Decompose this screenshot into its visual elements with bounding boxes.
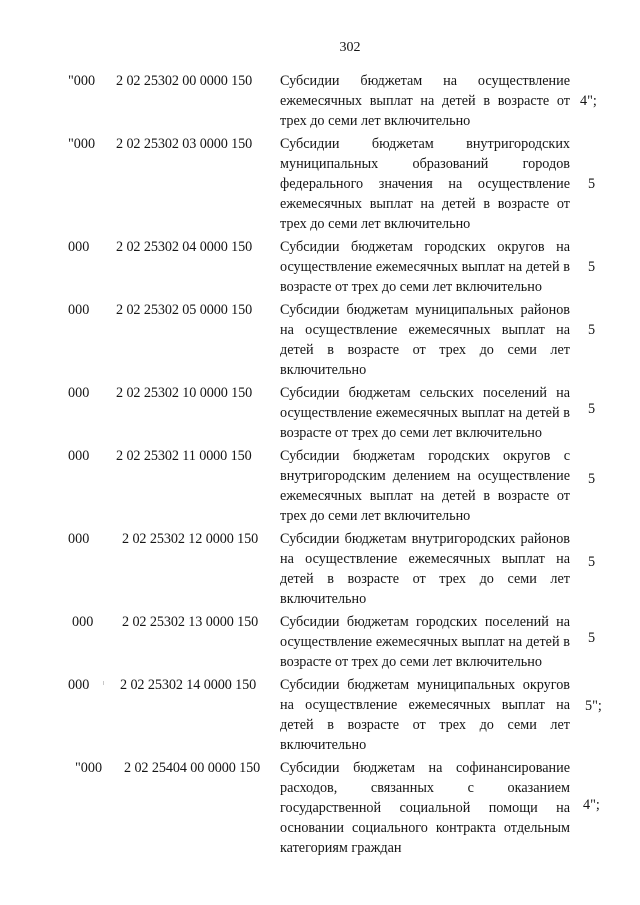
- row-kbk: 2 02 25404 00 0000 150: [124, 760, 261, 776]
- table-row: [0, 755, 640, 858]
- row-name: Субсидии бюджетам городских округов на осуществление ежемесячных выплат на детей в возрасте от трех до семи лет включительно: [280, 239, 570, 295]
- row-level: 5: [588, 401, 596, 417]
- row-code: 000: [68, 531, 90, 547]
- row-code: "000: [68, 136, 96, 152]
- row-code: 000: [68, 239, 90, 255]
- row-kbk: 2 02 25302 05 0000 150: [116, 302, 253, 318]
- row-name: Субсидии бюджетам муниципальных районов на осуществление ежемесячных выплат на детей в возрасте от трех до семи лет включительно: [280, 302, 570, 378]
- row-level: 5: [588, 322, 596, 338]
- row-name: Субсидии бюджетам муниципальных округов на осуществление ежемесячных выплат на детей в возрасте от трех до семи лет включительно: [280, 677, 570, 753]
- row-level: 4";: [580, 93, 597, 109]
- row-name: Субсидии бюджетам сельских поселений на осуществление ежемесячных выплат на детей в возрасте от трех до семи лет включительно: [280, 385, 570, 441]
- row-code: 000: [68, 385, 90, 401]
- row-code: 000: [72, 614, 94, 630]
- table-row: [0, 443, 640, 526]
- page-number: 302: [339, 40, 361, 55]
- row-kbk: 2 02 25302 13 0000 150: [122, 614, 259, 630]
- row-kbk: 2 02 25302 11 0000 150: [116, 448, 252, 464]
- row-level: 5: [588, 259, 596, 275]
- table-row: [0, 380, 640, 443]
- row-code: 000: [68, 677, 90, 693]
- row-kbk: 2 02 25302 14 0000 150: [120, 677, 257, 693]
- row-code: 000: [68, 448, 90, 464]
- row-level: 4";: [583, 797, 600, 813]
- row-level: 5: [588, 176, 596, 192]
- scan-speck: [103, 681, 104, 685]
- row-code: 000: [68, 302, 90, 318]
- table-row: [0, 297, 640, 380]
- row-kbk: 2 02 25302 10 0000 150: [116, 385, 253, 401]
- row-level: 5: [588, 471, 596, 487]
- table-row: [0, 234, 640, 297]
- row-kbk: 2 02 25302 04 0000 150: [116, 239, 253, 255]
- row-name: Субсидии бюджетам на осуществление ежемесячных выплат на детей в возрасте от трех до семи лет включительно: [280, 73, 570, 129]
- row-name: Субсидии бюджетам внутригородских районов на осуществление ежемесячных выплат на детей в возрасте от трех до семи лет включительно: [280, 531, 570, 607]
- table-row: [0, 131, 640, 234]
- row-level: 5";: [585, 698, 602, 714]
- row-level: 5: [588, 630, 596, 646]
- row-name: Субсидии бюджетам на софинансирование расходов, связанных с оказанием государственной социальной помощи на основании социального контракта отдельным категориям граждан: [280, 760, 570, 856]
- row-kbk: 2 02 25302 12 0000 150: [122, 531, 259, 547]
- table-row: [0, 526, 640, 609]
- budget-code-table: [0, 68, 640, 858]
- table-row: [0, 672, 640, 755]
- table-row: [0, 609, 640, 672]
- row-kbk: 2 02 25302 00 0000 150: [116, 73, 253, 89]
- row-name: Субсидии бюджетам городских поселений на осуществление ежемесячных выплат на детей в возрасте от трех до семи лет включительно: [280, 614, 570, 670]
- table-row: [0, 68, 640, 131]
- row-code: "000: [68, 73, 96, 89]
- row-name: Субсидии бюджетам внутригородских муниципальных образований городов федерального значения на осуществление ежемесячных выплат на детей в возрасте от трех до семи лет включительно: [280, 136, 570, 232]
- row-name: Субсидии бюджетам городских округов с внутригородским делением на осуществление ежемесячных выплат на детей в возрасте от трех до семи лет включительно: [280, 448, 570, 524]
- row-kbk: 2 02 25302 03 0000 150: [116, 136, 253, 152]
- row-level: 5: [588, 554, 596, 570]
- row-code: "000: [75, 760, 103, 776]
